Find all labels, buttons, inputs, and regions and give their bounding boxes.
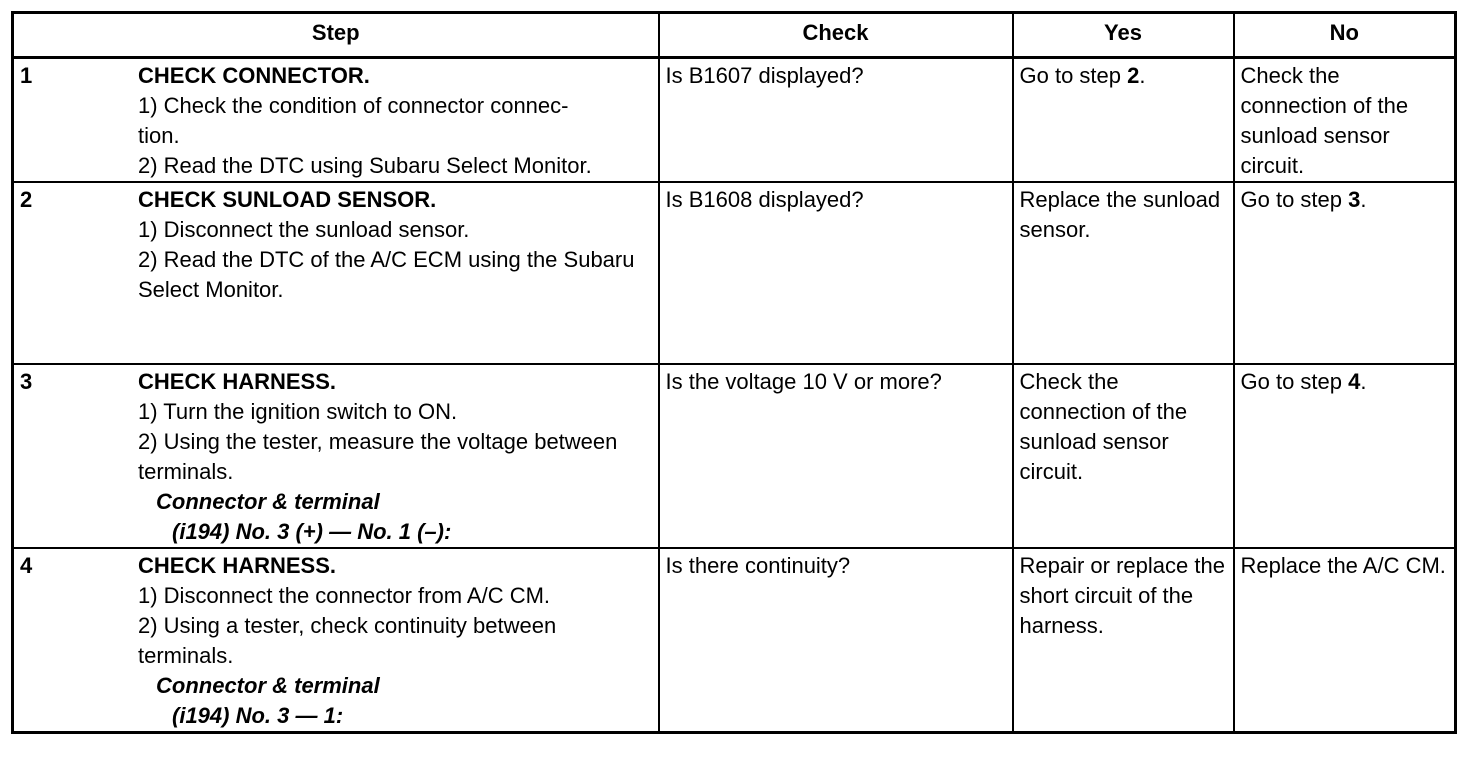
diagnostic-table <box>11 11 1457 734</box>
no-step-ref: 4 <box>1348 369 1361 394</box>
no-cell <box>1234 182 1456 364</box>
connector-value: (i194) No. 3 — 1: <box>172 703 344 728</box>
table-row <box>13 58 1456 183</box>
step-cell <box>13 364 659 548</box>
no-text: Go to step <box>1240 369 1349 394</box>
connector-label: Connector & terminal <box>156 673 380 698</box>
connector-value: (i194) No. 3 (+) — No. 1 (–): <box>172 519 452 544</box>
check-cell: Is there continuity? <box>659 548 1013 733</box>
step-instruction: 2) Read the DTC of the A/C ECM using the Subaru Select Monitor. <box>138 247 635 302</box>
no-tail: . <box>1360 187 1367 212</box>
yes-cell: Check the connection of the sunload sensor circuit. <box>1013 364 1234 548</box>
step-title: CHECK HARNESS. <box>138 553 337 578</box>
step-cell <box>13 182 659 364</box>
yes-text: Go to step <box>1019 63 1128 88</box>
no-text: Go to step <box>1240 187 1349 212</box>
step-title: CHECK CONNECTOR. <box>138 63 370 88</box>
check-cell: Is B1608 displayed? <box>659 182 1013 364</box>
yes-cell: Repair or replace the short circuit of the harness. <box>1013 548 1234 733</box>
step-instruction: 1) Disconnect the connector from A/C CM. <box>138 583 551 608</box>
header-yes: Yes <box>1013 13 1234 58</box>
no-cell: Replace the A/C CM. <box>1234 548 1456 733</box>
table-row <box>13 548 1456 733</box>
step-number: 2 <box>20 187 33 212</box>
step-instruction: 2) Using a tester, check continuity between terminals. <box>138 613 557 668</box>
step-instruction: 2) Using the tester, measure the voltage between terminals. <box>138 429 618 484</box>
connector-label: Connector & terminal <box>156 489 380 514</box>
no-cell <box>1234 364 1456 548</box>
step-cell <box>13 58 659 183</box>
check-cell: Is B1607 displayed? <box>659 58 1013 183</box>
yes-cell <box>1013 58 1234 183</box>
step-title: CHECK SUNLOAD SENSOR. <box>138 187 437 212</box>
table-row <box>13 364 1456 548</box>
yes-cell: Replace the sunload sensor. <box>1013 182 1234 364</box>
step-number: 1 <box>20 63 33 88</box>
step-instruction-cont: tion. <box>138 123 180 148</box>
table-row <box>13 182 1456 364</box>
no-cell: Check the connection of the sunload sensor circuit. <box>1234 58 1456 183</box>
step-instruction: 1) Disconnect the sunload sensor. <box>138 217 470 242</box>
step-instruction: 1) Check the condition of connector connec- <box>138 93 569 118</box>
step-title: CHECK HARNESS. <box>138 369 337 394</box>
header-step: Step <box>13 13 659 58</box>
step-cell <box>13 548 659 733</box>
table-header-row <box>13 13 1456 58</box>
step-instruction: 1) Turn the ignition switch to ON. <box>138 399 458 424</box>
header-check: Check <box>659 13 1013 58</box>
step-instruction: 2) Read the DTC using Subaru Select Monitor. <box>138 153 592 178</box>
check-cell: Is the voltage 10 V or more? <box>659 364 1013 548</box>
step-number: 4 <box>20 553 33 578</box>
header-no: No <box>1234 13 1456 58</box>
yes-step-ref: 2 <box>1127 63 1140 88</box>
no-step-ref: 3 <box>1348 187 1361 212</box>
no-tail: . <box>1360 369 1367 394</box>
yes-tail: . <box>1139 63 1146 88</box>
step-number: 3 <box>20 369 33 394</box>
